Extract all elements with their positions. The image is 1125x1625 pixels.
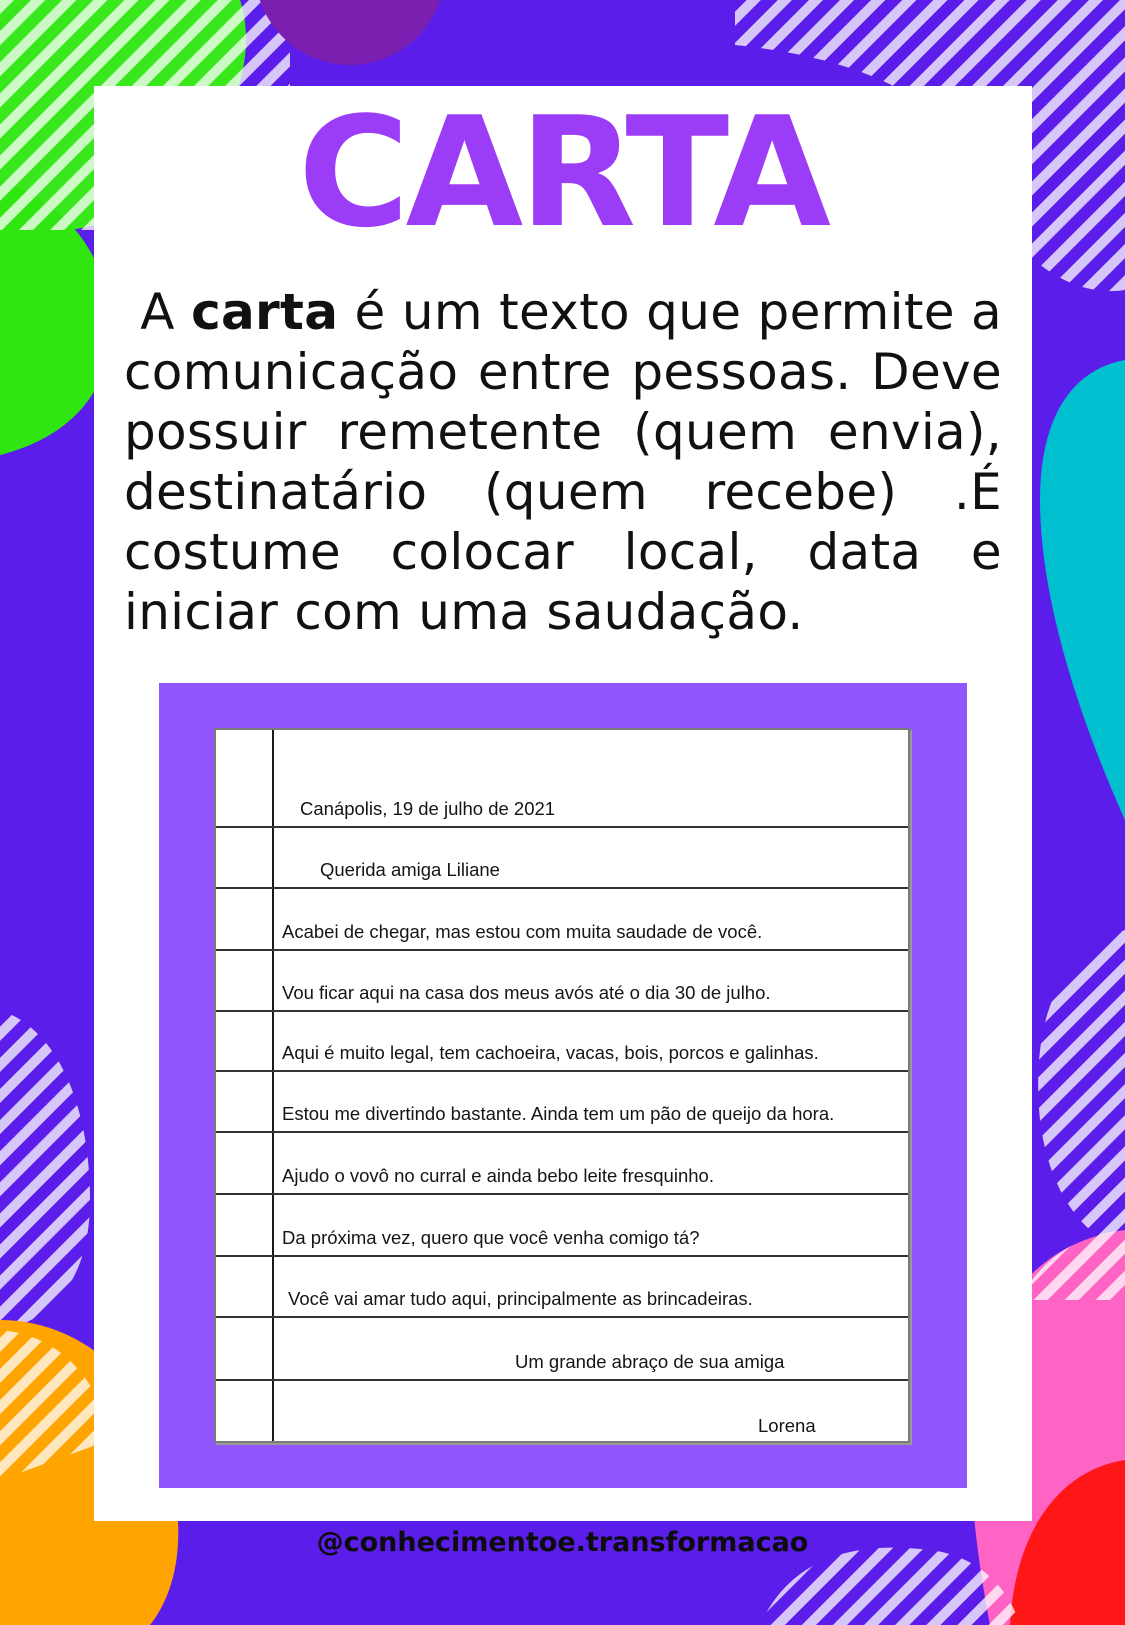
- letter-row: [216, 1318, 908, 1381]
- intro-paragraph: [124, 282, 1002, 642]
- letter-row: [216, 1195, 908, 1257]
- letter-signature: Lorena: [758, 1415, 816, 1436]
- letter-sheet: [214, 728, 910, 1443]
- letter-row: [216, 1381, 908, 1443]
- social-handle: @conhecimentoe.transformacao: [316, 1527, 809, 1558]
- letter-place-date: Canápolis, 19 de julho de 2021: [300, 798, 556, 819]
- letter-line: Ajudo o vovô no curral e ainda bebo leite fresquinho.: [282, 1165, 714, 1186]
- letter-greeting: Querida amiga Liliane: [320, 859, 500, 880]
- intro-lead: A: [140, 283, 175, 341]
- intro-text: é um texto que permite a comunicação entre pessoas. Deve possuir remetente (quem envia), destinatário (quem recebe) .É costume colocar local, data e iniciar com uma saudação.: [124, 283, 1002, 641]
- letter-line: Acabei de chegar, mas estou com muita saudade de você.: [282, 921, 763, 942]
- letter-row: [216, 951, 908, 1012]
- letter-closing: Um grande abraço de sua amiga: [515, 1351, 785, 1372]
- letter-line: Você vai amar tudo aqui, principalmente as brincadeiras.: [288, 1288, 753, 1309]
- letter-line: Da próxima vez, quero que você venha comigo tá?: [282, 1227, 700, 1248]
- letter-row: [216, 828, 908, 889]
- letter-line: Estou me divertindo bastante. Ainda tem um pão de queijo da hora.: [282, 1103, 835, 1124]
- page-title: CARTA: [298, 84, 827, 261]
- letter-row: [216, 1257, 908, 1318]
- letter-row: [216, 1133, 908, 1195]
- letter-row: [216, 889, 908, 951]
- letter-row: [216, 1072, 908, 1133]
- letter-line: Aqui é muito legal, tem cachoeira, vacas, bois, porcos e galinhas.: [282, 1042, 819, 1063]
- letter-line: Vou ficar aqui na casa dos meus avós até o dia 30 de julho.: [282, 982, 771, 1003]
- letter-row: [216, 730, 908, 828]
- intro-keyword: carta: [191, 283, 339, 341]
- letter-row: [216, 1012, 908, 1072]
